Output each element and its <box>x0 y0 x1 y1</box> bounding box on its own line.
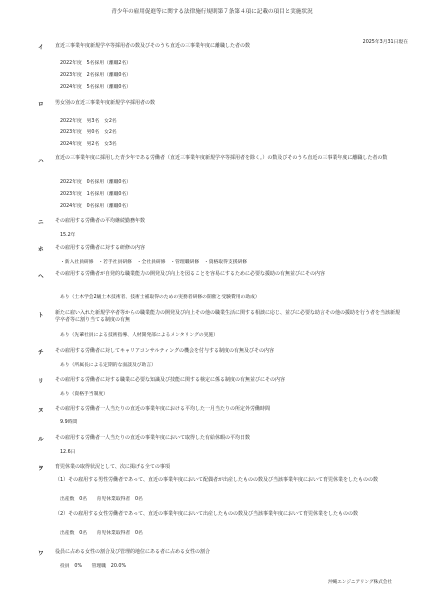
item-ha-marker: ハ <box>38 159 44 165</box>
item-wo-question: 育児休業の取得状況として、次に掲げる全ての事項 <box>55 464 170 470</box>
item-wa-question: 役員に占める女性の割合及び管理的地位にある者に占める女性の割合 <box>55 549 211 555</box>
item-ho-marker: ホ <box>38 247 44 253</box>
item-to-answer: あり（先輩社員による技術指導、人材開発部によるメンタリングの実施） <box>60 333 219 338</box>
item-wo-sub-1-text: （1）その雇用する男性労働者であって、直近の事業年度において配偶者が出産したものの数及び当該事業年度において育児休業をしたものの数 <box>55 477 379 483</box>
item-he-question: その雇用する労働者が自発的な職業能力の開発及び向上を図ることを容易にするために必要な援助の有無並びにその内容 <box>55 271 326 277</box>
item-nu-marker: ヌ <box>38 408 44 414</box>
item-ha-answer-1: 2022年度 0名採用（離職0名） <box>60 180 132 185</box>
company-name: 沖縄エンジニアリング株式会社 <box>328 580 392 585</box>
item-to-marker: ト <box>38 313 44 319</box>
item-he-marker: ヘ <box>38 274 44 280</box>
item-wo-sub-2-answer: 出産数 0名 育児休業取得者 0名 <box>60 531 143 536</box>
item-ru-question: その雇用する労働者一人当たりの直近の事業年度において取得した有給休暇の平均日数 <box>55 435 251 441</box>
item-ro-answer-3: 2024年度 男2名 女3名 <box>60 142 117 147</box>
item-ro-marker: ロ <box>38 102 44 108</box>
item-ru-answer: 12.6日 <box>60 450 76 455</box>
item-ha-answer-3: 2024年度 0名採用（離職0名） <box>60 204 132 209</box>
item-wo-sub-1-answer: 出産数 0名 育児休業取得者 0名 <box>60 497 143 502</box>
item-ho-answer: ・新入社員研修 ・若手社員研修 ・全社員研修 ・管理職研修 ・資格取得支援研修 <box>60 260 248 265</box>
item-wo-sub-2-text: （2）その雇用する女性労働者であって、直近の事業年度において出産したものの数及び当該事業年度において育児休業をしたものの数 <box>55 511 359 517</box>
item-nu-answer: 9.9時間 <box>60 420 78 425</box>
item-chi-question: その雇用する労働者に対してキャリアコンサルティングの機会を付与する制度の有無及びその内容 <box>55 348 275 354</box>
item-i-marker: イ <box>38 45 44 51</box>
item-ro-answer-1: 2022年度 男3名 女2名 <box>60 119 117 124</box>
item-ro-answer-2: 2023年度 男0名 女2名 <box>60 130 117 135</box>
item-ri-answer: あり（資格手当制度） <box>60 392 108 397</box>
item-ro-question: 男女別の直近三事業年度新規学卒採用者の数 <box>55 100 156 106</box>
item-ri-question: その雇用する労働者に対する職業に必要な知識及び技能に関する検定に係る制度の有無並びにその内容 <box>55 377 286 383</box>
item-chi-answer: あり（所属長による定期的な面談及び助言） <box>60 363 156 368</box>
item-ni-marker: ニ <box>38 220 44 226</box>
item-i-question: 直近三事業年度新規学卒等採用者の数及びそのうち直近の三事業年度に離職した者の数 <box>55 43 251 49</box>
item-he-answer: あり（土木学会2級土木技術者、技術士補取得のための実務者研修の開催と受験費用の助成） <box>60 295 260 300</box>
item-i-answer-2: 2023年度 2名採用（離職0名） <box>60 73 132 78</box>
document-title: 青少年の雇用促進等に関する法律施行規則第７条第４項に記載の項目と実施状況 <box>111 9 313 15</box>
item-ru-marker: ル <box>38 437 44 443</box>
item-i-answer-1: 2022年度 5名採用（離職2名） <box>60 61 132 66</box>
item-wo-marker: ヲ <box>38 466 44 472</box>
item-to-question: 新たに雇い入れた新規学卒者等からの職業能力の開発及び向上その他の職業生活に関する相談に応じ、並びに必要な助言その他の援助を行う者を当該新規学卒者等に割り当てる制度の有無 <box>55 310 401 324</box>
item-wa-answer: 役員 0% 管理職 20.0% <box>60 564 127 569</box>
item-nu-question: その雇用する労働者一人当たりの直近の事業年度における平均した一月当たりの所定外労働時間 <box>55 406 271 412</box>
item-chi-marker: チ <box>38 350 44 356</box>
item-wa-marker: ワ <box>38 551 44 557</box>
item-ni-answer: 15.2年 <box>60 233 76 238</box>
item-ri-marker: リ <box>38 379 44 385</box>
as-of-date: 2025年3月31日現在 <box>362 40 408 45</box>
item-i-answer-3: 2024年度 5名採用（離職0名） <box>60 85 132 90</box>
item-ha-question: 直近の三事業年度に採用した青少年である労働者（直近三事業年度新規学卒等採用者を除く。）の数及びそのうち直近の三事業年度に離職した者の数 <box>55 155 388 161</box>
item-ho-question: その雇用する労働者に対する研修の内容 <box>55 245 146 251</box>
item-ha-answer-2: 2023年度 1名採用（離職0名） <box>60 192 132 197</box>
item-ni-question: その雇用する労働者の平均継続勤務年数 <box>55 218 146 224</box>
